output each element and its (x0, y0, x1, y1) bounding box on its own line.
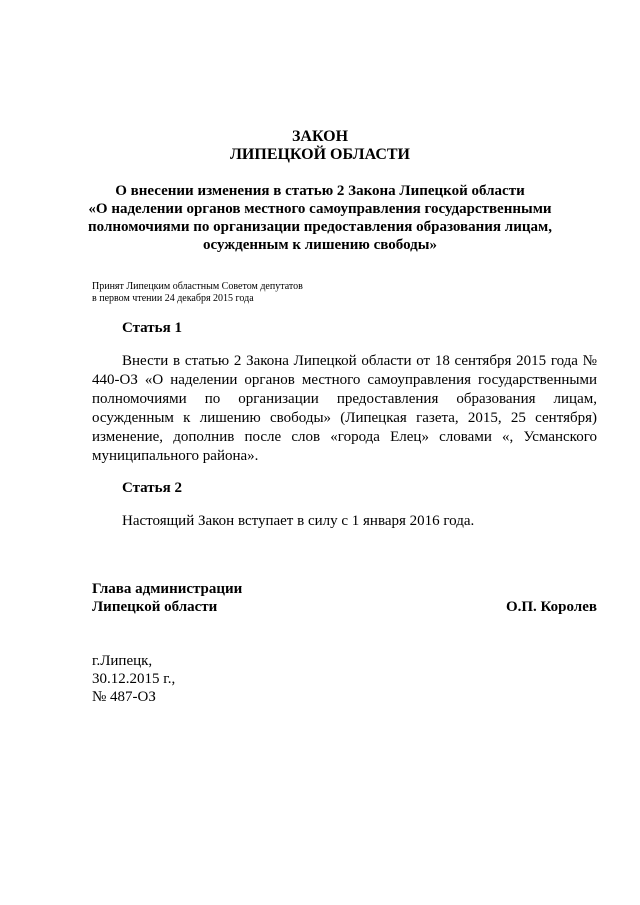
signature-name: О.П. Королев (505, 599, 597, 615)
law-title (0, 128, 640, 164)
title-block (0, 128, 640, 254)
signature-position-line2: Липецкой области (92, 599, 218, 615)
law-title-line1: ЗАКОН (291, 128, 349, 145)
signature-position-line1: Глава администрации (92, 581, 243, 597)
law-subtitle (0, 182, 640, 254)
adoption-note (92, 281, 303, 305)
adoption-note-line1: Принят Липецким областным Советом депутатов (92, 281, 303, 292)
footer-place: г.Липецк, (92, 653, 153, 669)
law-subtitle-line3: полномочиями по организации предоставления образования лицам, (88, 219, 552, 235)
article1-heading: Статья 1 (122, 320, 182, 336)
signature-block (92, 580, 597, 616)
footer-number: № 487-ОЗ (92, 689, 156, 705)
adoption-note-line2: в первом чтении 24 декабря 2015 года (92, 293, 254, 304)
law-title-line2: ЛИПЕЦКОЙ ОБЛАСТИ (230, 146, 410, 163)
law-subtitle-line4: осужденным к лишению свободы» (203, 237, 437, 253)
footer-block (92, 652, 175, 706)
law-subtitle-line2: «О наделении органов местного самоуправления государственными (88, 201, 552, 217)
footer-date: 30.12.2015 г., (92, 671, 176, 687)
article2-heading: Статья 2 (122, 480, 182, 496)
article1-text: Внести в статью 2 Закона Липецкой области от 18 сентября 2015 года № 440-ОЗ «О наделении органов местного самоуправления государственными полномочиями по организации предоставления образования лицам, осужденным к лишению свободы» (Липецкая газета, 2015, 25 сентября) изменение, дополнив после слов «города Елец» словами «, Усманского муниципального района». (92, 353, 597, 464)
article2-text: Настоящий Закон вступает в силу с 1 января 2016 года. (122, 513, 475, 529)
law-subtitle-line1: О внесении изменения в статью 2 Закона Липецкой области (115, 183, 525, 199)
